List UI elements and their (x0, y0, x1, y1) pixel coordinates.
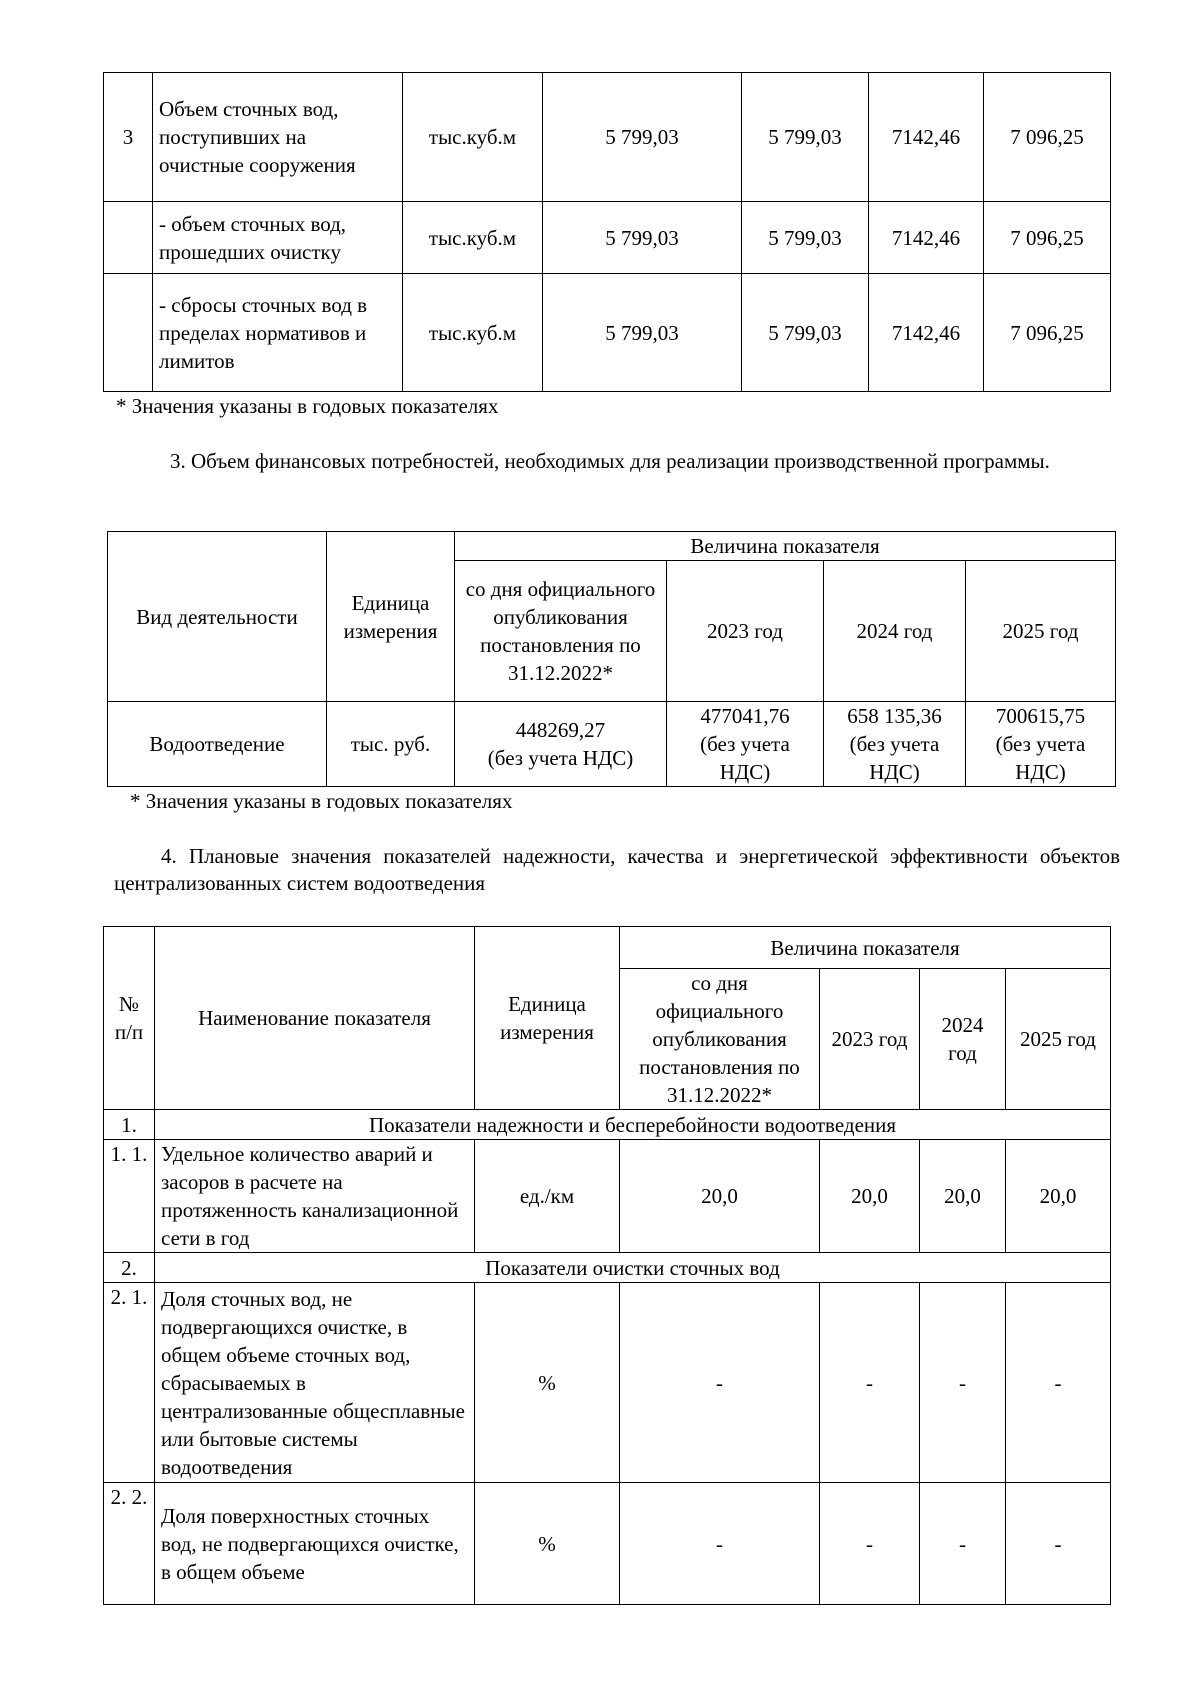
value-cell: 20,0 (820, 1140, 920, 1253)
header-2023: 2023 год (820, 969, 920, 1110)
value-cell: - (920, 1483, 1006, 1605)
row-number (104, 202, 153, 274)
header-row (104, 927, 1111, 969)
header-value: Величина показателя (620, 927, 1111, 969)
value-cell: 5 799,03 (543, 73, 742, 202)
value-cell (667, 702, 824, 787)
indicator-name: - сбросы сточных вод в пределах нормативов и лимитов (153, 274, 403, 392)
value-amount: 477041,76 (700, 704, 790, 728)
group-number: 1. (104, 1110, 155, 1140)
value-cell: 7142,46 (869, 73, 984, 202)
unit-cell: % (475, 1483, 620, 1605)
unit-cell: ед./км (475, 1140, 620, 1253)
vat-note: (без учета НДС) (995, 732, 1086, 784)
unit-cell: тыс.куб.м (403, 73, 543, 202)
group-row (104, 1253, 1111, 1283)
value-amount: 658 135,36 (847, 704, 942, 728)
table-row (104, 274, 1111, 392)
value-cell: 20,0 (920, 1140, 1006, 1253)
header-unit: Единица измерения (327, 532, 455, 702)
indicator-name: Удельное количество аварий и засоров в расчете на протяженность канализационной сети в год (155, 1140, 475, 1253)
reliability-indicators-table (103, 926, 1111, 1605)
header-2025: 2025 год (1006, 969, 1111, 1110)
indicator-name: - объем сточных вод, прошедших очистку (153, 202, 403, 274)
value-cell: 7 096,25 (984, 274, 1111, 392)
row-number (104, 274, 153, 392)
unit-cell: тыс.куб.м (403, 202, 543, 274)
footnote: * Значения указаны в годовых показателях (116, 394, 499, 418)
vat-note: (без учета НДС) (700, 732, 790, 784)
table-row (104, 1483, 1111, 1605)
section-heading: 4. Плановые значения показателей надежности, качества и энергетической эффективности объектов централизованных систем водоотведения (114, 844, 1120, 895)
row-number: 1. 1. (104, 1140, 155, 1253)
value-cell: 5 799,03 (543, 202, 742, 274)
value-cell: - (1006, 1283, 1111, 1483)
value-cell: - (620, 1483, 820, 1605)
value-cell (455, 702, 667, 787)
value-cell: 7142,46 (869, 274, 984, 392)
activity-cell: Водоотведение (108, 702, 327, 787)
header-value: Величина показателя (455, 532, 1116, 561)
value-cell (966, 702, 1116, 787)
header-period: со дня официального опубликования постановления по 31.12.2022* (620, 969, 820, 1110)
header-2024: 2024 год (824, 561, 966, 702)
unit-cell: тыс. руб. (327, 702, 455, 787)
value-cell: 7 096,25 (984, 73, 1111, 202)
vat-note: (без учета НДС) (849, 732, 940, 784)
table-row (104, 73, 1111, 202)
group-number: 2. (104, 1253, 155, 1283)
value-cell: - (820, 1283, 920, 1483)
value-cell: - (620, 1283, 820, 1483)
row-number: 3 (104, 73, 153, 202)
vat-note: (без учета НДС) (487, 746, 634, 770)
header-period: со дня официального опубликования постановления по 31.12.2022* (455, 561, 667, 702)
group-title: Показатели надежности и бесперебойности водоотведения (155, 1110, 1111, 1140)
value-cell: 7 096,25 (984, 202, 1111, 274)
header-unit: Единица измерения (475, 927, 620, 1110)
header-2023: 2023 год (667, 561, 824, 702)
header-activity: Вид деятельности (108, 532, 327, 702)
value-cell: 20,0 (1006, 1140, 1111, 1253)
value-cell: 20,0 (620, 1140, 820, 1253)
header-num: № п/п (104, 927, 155, 1110)
header-2025: 2025 год (966, 561, 1116, 702)
group-title: Показатели очистки сточных вод (155, 1253, 1111, 1283)
table-row (104, 1283, 1111, 1483)
value-cell: - (820, 1483, 920, 1605)
header-2024: 2024 год (920, 969, 1006, 1110)
row-number: 2. 1. (104, 1283, 155, 1483)
value-cell: - (920, 1283, 1006, 1483)
table-row (104, 1140, 1111, 1253)
unit-cell: тыс.куб.м (403, 274, 543, 392)
financial-needs-table (107, 531, 1116, 787)
value-cell: 5 799,03 (742, 274, 869, 392)
value-cell (824, 702, 966, 787)
value-amount: 700615,75 (995, 704, 1086, 728)
table-row (108, 702, 1116, 787)
table-row (104, 202, 1111, 274)
header-row (108, 532, 1116, 561)
section-heading: 3. Объем финансовых потребностей, необходимых для реализации производственной программы. (170, 449, 1050, 473)
footnote: * Значения указаны в годовых показателях (130, 789, 513, 813)
value-cell: 7142,46 (869, 202, 984, 274)
value-cell: 5 799,03 (742, 73, 869, 202)
row-number: 2. 2. (104, 1483, 155, 1605)
indicator-name: Доля сточных вод, не подвергающихся очистке, в общем объеме сточных вод, сбрасываемых в централизованные общесплавные или бытовые системы водоотведения (155, 1283, 475, 1483)
indicator-name: Объем сточных вод, поступивших на очистные сооружения (153, 73, 403, 202)
value-cell: 5 799,03 (742, 202, 869, 274)
unit-cell: % (475, 1283, 620, 1483)
group-row (104, 1110, 1111, 1140)
value-cell: 5 799,03 (543, 274, 742, 392)
value-amount: 448269,27 (515, 718, 606, 742)
wastewater-volume-table (103, 72, 1111, 392)
header-name: Наименование показателя (155, 927, 475, 1110)
value-cell: - (1006, 1483, 1111, 1605)
indicator-name: Доля поверхностных сточных вод, не подвергающихся очистке, в общем объеме (155, 1483, 475, 1605)
